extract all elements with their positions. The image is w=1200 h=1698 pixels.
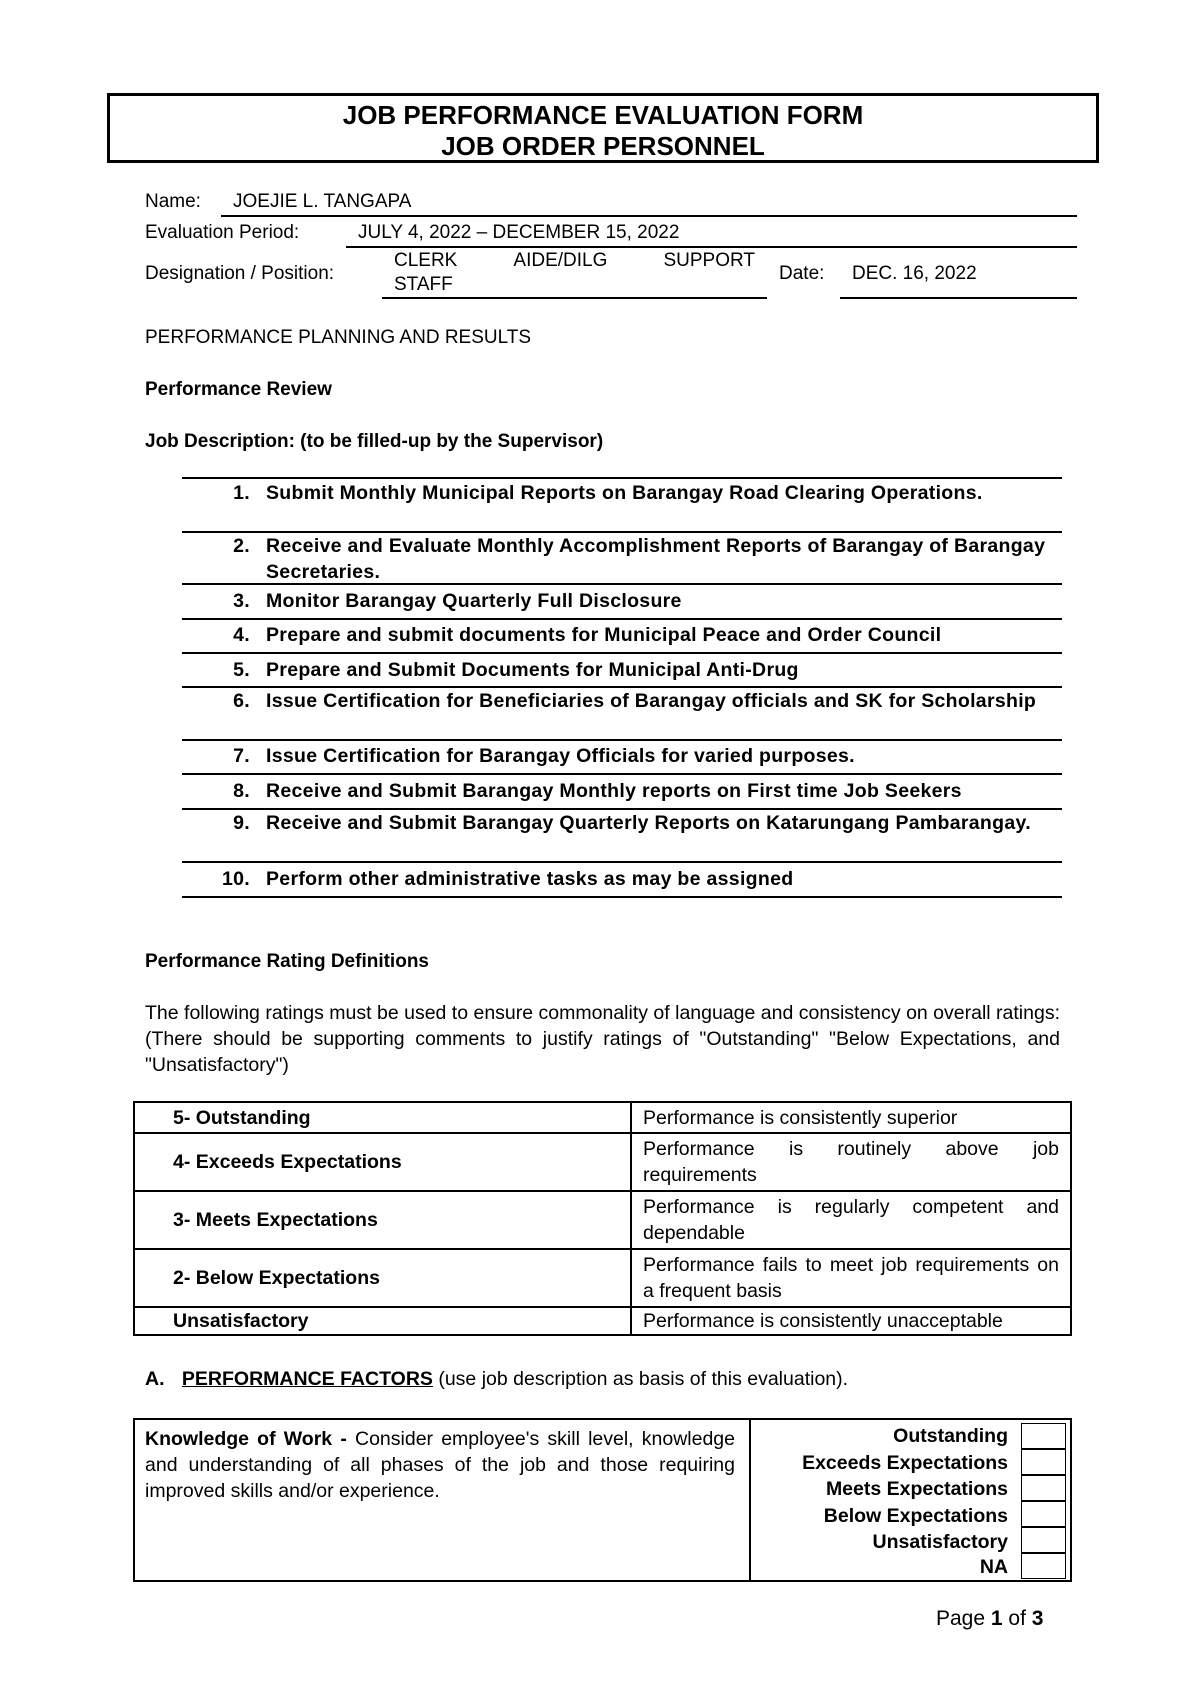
performance-factor-box <box>133 1418 1072 1582</box>
list-item <box>182 588 1062 620</box>
list-item <box>182 866 1062 898</box>
date-label: Date: <box>779 263 825 284</box>
section-title: PERFORMANCE PLANNING AND RESULTS <box>145 327 532 348</box>
rating-option-label: Outstanding <box>893 1425 1008 1447</box>
rating-option-label: NA <box>979 1556 1008 1578</box>
designation-word-1: CLERK <box>394 250 458 271</box>
list-item <box>182 657 1062 688</box>
list-item-number: 1. <box>233 482 250 504</box>
rating-checkbox-na[interactable] <box>1021 1553 1066 1579</box>
table-row <box>134 1102 1071 1133</box>
list-item-number: 5. <box>233 659 250 681</box>
rating-definition: Performance is regularly competent and dependable <box>631 1191 1071 1249</box>
rating-label: 2- Below Expectations <box>134 1249 631 1307</box>
section-a-note: (use job description as basis of this evaluation). <box>432 1368 849 1390</box>
list-item-text: Receive and Submit Barangay Quarterly Reports on Katarungang Pambarangay. <box>266 812 1031 834</box>
form-title-box <box>107 93 1099 163</box>
period-value: JULY 4, 2022 – DECEMBER 15, 2022 <box>358 222 680 243</box>
list-item-text: Monitor Barangay Quarterly Full Disclosure <box>266 590 682 612</box>
list-item <box>182 533 1062 585</box>
list-item-number: 7. <box>233 745 250 767</box>
factor-description-text: Consider employee's skill level, knowledge and understanding of all phases of the job and those requiring improved skills and/or experience. <box>145 1428 736 1502</box>
list-item-number: 2. <box>233 535 250 557</box>
form-title: JOB PERFORMANCE EVALUATION FORM <box>342 100 864 130</box>
list-item-text: Receive and Submit Barangay Monthly reports on First time Job Seekers <box>266 780 962 802</box>
list-item <box>182 480 1062 533</box>
list-item-text: Submit Monthly Municipal Reports on Barangay Road Clearing Operations. <box>266 482 983 504</box>
job-list-top-rule <box>182 477 1062 479</box>
rating-definitions-heading: Performance Rating Definitions <box>145 951 429 972</box>
list-item-number: 4. <box>233 624 250 646</box>
designation-line-1 <box>394 249 767 273</box>
list-item-number: 8. <box>233 780 250 802</box>
rating-definition: Performance is routinely above job requirements <box>631 1133 1071 1191</box>
designation-word-3: SUPPORT <box>663 250 755 271</box>
rating-definitions-table <box>133 1101 1072 1336</box>
table-row <box>134 1249 1071 1307</box>
list-item-text: Receive and Evaluate Monthly Accomplishment Reports of Barangay of Barangay Secretaries. <box>266 535 1046 583</box>
designation-word-2: AIDE/DILG <box>513 250 608 271</box>
rating-label: Unsatisfactory <box>134 1307 631 1335</box>
rating-definition: Performance is consistently unacceptable <box>631 1307 1071 1335</box>
list-item-text: Prepare and submit documents for Municipal Peace and Order Council <box>266 624 942 646</box>
list-item <box>182 778 1062 810</box>
list-item-number: 9. <box>233 812 250 834</box>
rating-checkbox-below[interactable] <box>1021 1501 1066 1527</box>
rating-checkbox-exceeds[interactable] <box>1021 1449 1066 1475</box>
rating-definition: Performance fails to meet job requirements on a frequent basis <box>631 1249 1071 1307</box>
performance-review-heading: Performance Review <box>145 379 332 400</box>
list-item-number: 3. <box>233 590 250 612</box>
list-item-text: Issue Certification for Beneficiaries of Barangay officials and SK for Scholarship <box>266 690 1037 712</box>
name-field <box>221 191 1077 217</box>
rating-label: 5- Outstanding <box>134 1102 631 1133</box>
rating-option-label: Exceeds Expectations <box>802 1452 1008 1474</box>
list-item-text: Prepare and Submit Documents for Municipal Anti-Drug <box>266 659 799 681</box>
list-item <box>182 743 1062 775</box>
rating-definition: Performance is consistently superior <box>631 1102 1071 1133</box>
section-a-letter: A. <box>145 1368 165 1390</box>
rating-label: 3- Meets Expectations <box>134 1191 631 1249</box>
page-number <box>936 1607 1043 1631</box>
date-value: DEC. 16, 2022 <box>852 263 977 284</box>
factor-description <box>145 1426 735 1504</box>
form-subtitle: JOB ORDER PERSONNEL <box>441 131 765 161</box>
page-current: 1 <box>990 1607 1003 1630</box>
rating-checkbox-outstanding[interactable] <box>1021 1423 1066 1449</box>
name-label: Name: <box>145 191 201 212</box>
designation-line-2: STAFF <box>394 274 453 295</box>
designation-field <box>382 249 767 299</box>
table-row <box>134 1191 1071 1249</box>
table-row <box>134 1307 1071 1335</box>
name-value: JOEJIE L. TANGAPA <box>233 191 412 212</box>
section-a-heading <box>145 1368 848 1391</box>
section-a-title: PERFORMANCE FACTORS <box>181 1368 433 1390</box>
job-description-heading: Job Description: (to be filled-up by the Supervisor) <box>145 431 604 452</box>
list-item <box>182 810 1062 863</box>
period-field <box>346 222 1077 248</box>
list-item-text: Issue Certification for Barangay Officials for varied purposes. <box>266 745 855 767</box>
table-row <box>134 1133 1071 1191</box>
rating-checkbox-unsatisfactory[interactable] <box>1021 1527 1066 1553</box>
factor-divider <box>749 1420 751 1580</box>
list-item-text: Perform other administrative tasks as may be assigned <box>266 868 794 890</box>
rating-definitions-intro: The following ratings must be used to ensure commonality of language and consistency on overall ratings: (There should be supporting comments to justify ratings of "Outstanding" "Below Expectations, and "Unsatisfactory") <box>145 1002 1060 1076</box>
period-label: Evaluation Period: <box>145 222 300 243</box>
rating-option-label: Below Expectations <box>823 1505 1008 1527</box>
list-item <box>182 688 1062 741</box>
rating-option-label: Meets Expectations <box>825 1478 1008 1500</box>
date-field <box>840 260 1077 299</box>
rating-option-label: Unsatisfactory <box>872 1531 1008 1553</box>
designation-label: Designation / Position: <box>145 263 335 284</box>
page-of-word: of <box>1008 1607 1026 1630</box>
list-item-number: 6. <box>233 690 250 712</box>
rating-checkbox-meets[interactable] <box>1021 1475 1066 1501</box>
page-total: 3 <box>1031 1607 1044 1630</box>
page-word: Page <box>936 1607 986 1630</box>
factor-title: Knowledge of Work - <box>145 1428 347 1450</box>
rating-label: 4- Exceeds Expectations <box>134 1133 631 1191</box>
list-item <box>182 622 1062 654</box>
list-item-number: 10. <box>221 868 250 890</box>
